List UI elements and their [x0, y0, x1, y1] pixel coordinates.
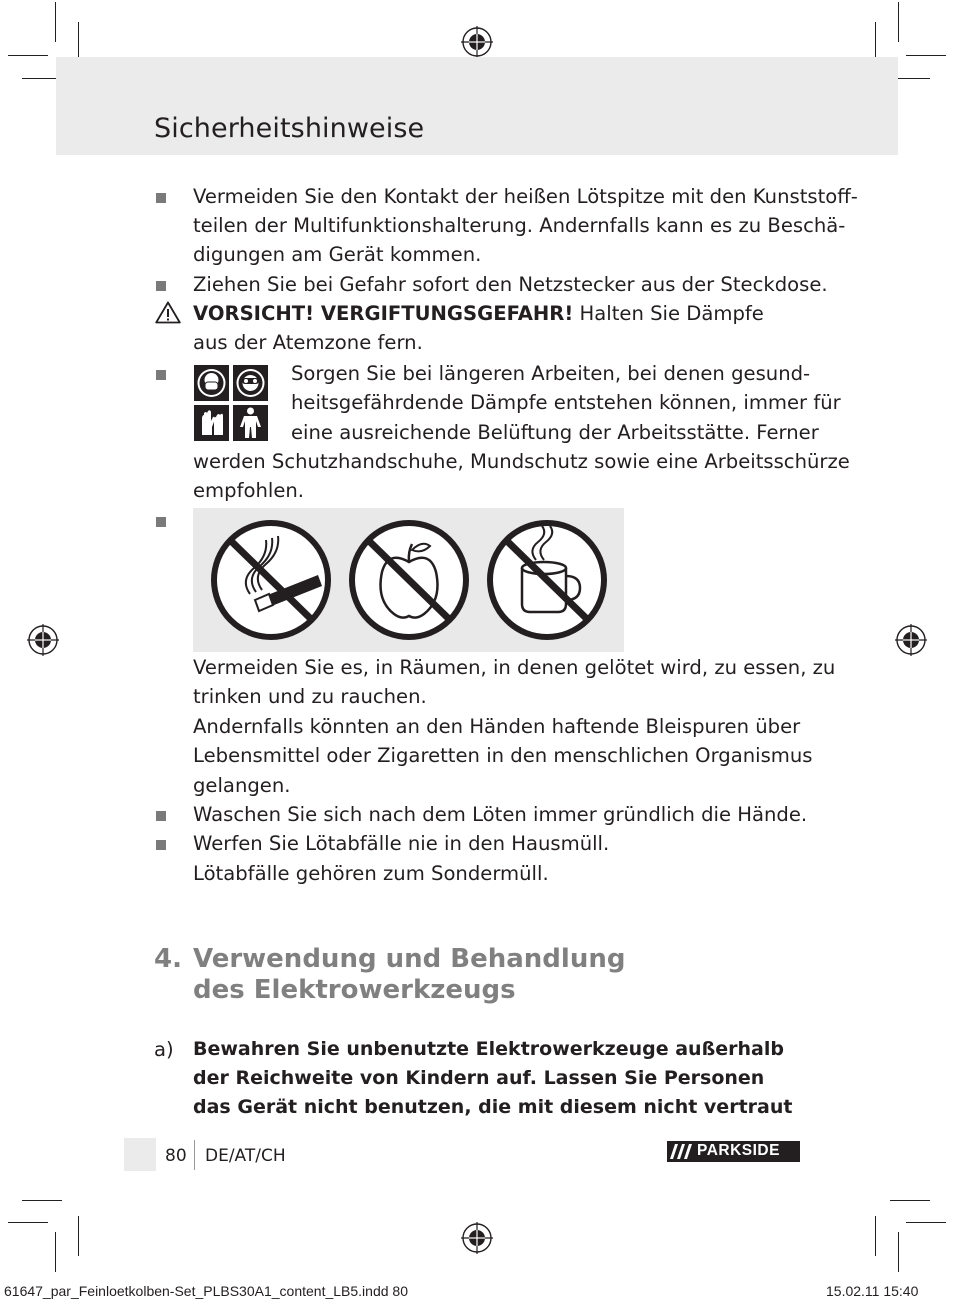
- bullet-square: [156, 517, 166, 527]
- crop-mark: [8, 1222, 48, 1223]
- section-title: Verwendung und Behandlung: [193, 944, 626, 974]
- page-title: Sicherheitshinweise: [154, 113, 425, 144]
- registration-mark-icon: [27, 624, 59, 656]
- safety-item-3-line: heitsgefährdende Dämpfe entstehen können, immer für: [291, 391, 841, 414]
- subsection-a-line: das Gerät nicht benutzen, die mit diesem nicht vertraut: [193, 1096, 793, 1118]
- parkside-logo: [667, 1141, 800, 1162]
- crop-mark: [898, 1232, 899, 1272]
- safety-item-3-line: eine ausreichende Belüftung der Arbeitsstätte. Ferner: [291, 421, 819, 444]
- subsection-a-line: Bewahren Sie unbenutzte Elektrowerkzeuge außerhalb: [193, 1038, 784, 1060]
- protective-suit-icon: [233, 405, 268, 441]
- safety-goggles-icon: [233, 365, 268, 401]
- ppe-pictograms: [194, 365, 268, 441]
- crop-mark: [55, 1232, 56, 1272]
- locale-label: DE/AT/CH: [205, 1146, 286, 1166]
- warning-line: aus der Atemzone fern.: [193, 331, 423, 354]
- crop-mark: [22, 1200, 62, 1201]
- safety-item-5-line: Waschen Sie sich nach dem Löten immer gründlich die Hände.: [193, 803, 808, 826]
- crop-mark: [55, 2, 56, 42]
- subsection-marker: a): [154, 1038, 174, 1061]
- footer-divider: [194, 1140, 195, 1170]
- safety-item-6-line: Werfen Sie Lötabfälle nie in den Hausmüll.: [193, 832, 610, 855]
- warning-label: VORSICHT! VERGIFTUNGSGEFAHR!: [193, 302, 574, 325]
- crop-mark: [906, 1222, 946, 1223]
- file-slug: 61647_par_Feinloetkolben-Set_PLBS30A1_content_LB5.indd 80: [4, 1283, 408, 1299]
- safety-item-4-line: gelangen.: [193, 774, 291, 797]
- crop-mark: [906, 55, 946, 56]
- crop-mark: [898, 2, 899, 42]
- safety-item-3-line: empfohlen.: [193, 479, 305, 502]
- warning-triangle-icon: [155, 301, 181, 324]
- safety-item-4-line: trinken und zu rauchen.: [193, 685, 427, 708]
- date-slug: 15.02.11 15:40: [826, 1283, 919, 1299]
- safety-item-1-line: digungen am Gerät kommen.: [193, 243, 482, 266]
- warning-text: Halten Sie Dämpfe: [573, 302, 764, 325]
- safety-item-2-line: Ziehen Sie bei Gefahr sofort den Netzstecker aus der Steckdose.: [193, 273, 828, 296]
- bullet-square: [156, 193, 166, 203]
- prohibition-pictograms: [193, 508, 624, 652]
- brand-name: PARKSIDE: [697, 1142, 780, 1159]
- crop-mark: [78, 22, 79, 62]
- safety-item-3-line: werden Schutzhandschuhe, Mundschutz sowie eine Arbeitsschürze: [193, 450, 850, 473]
- registration-mark-icon: [461, 1222, 493, 1254]
- no-eating-icon: [348, 520, 470, 640]
- no-smoking-icon: [210, 520, 332, 640]
- no-drinking-icon: [486, 520, 608, 640]
- safety-item-4-line: Andernfalls könnten an den Händen haftende Bleispuren über: [193, 715, 801, 738]
- protective-gloves-icon: [194, 405, 229, 441]
- registration-mark-icon: [461, 26, 493, 58]
- logo-stripes-icon: [670, 1144, 694, 1159]
- registration-mark-icon: [895, 624, 927, 656]
- subsection-a-line: der Reichweite von Kindern auf. Lassen Sie Personen: [193, 1067, 765, 1089]
- safety-item-1-line: teilen der Multifunktionshalterung. Andernfalls kann es zu Beschä-: [193, 214, 846, 237]
- bullet-square: [156, 281, 166, 291]
- warning-line: [193, 299, 764, 328]
- face-mask-icon: [194, 365, 229, 401]
- safety-item-4-line: Lebensmittel oder Zigaretten in den menschlichen Organismus: [193, 744, 813, 767]
- crop-mark: [8, 55, 48, 56]
- crop-mark: [875, 22, 876, 62]
- crop-mark: [875, 1216, 876, 1256]
- bullet-square: [156, 811, 166, 821]
- page-number: 80: [165, 1146, 187, 1166]
- section-number: 4.: [154, 944, 182, 974]
- crop-mark: [890, 1200, 930, 1201]
- safety-item-4-line: Vermeiden Sie es, in Räumen, in denen gelötet wird, zu essen, zu: [193, 656, 836, 679]
- section-title: des Elektrowerkzeugs: [193, 975, 516, 1005]
- safety-item-6-line: Lötabfälle gehören zum Sondermüll.: [193, 862, 549, 885]
- bullet-square: [156, 370, 166, 380]
- safety-item-3-line: Sorgen Sie bei längeren Arbeiten, bei denen gesund-: [291, 362, 811, 385]
- bullet-square: [156, 840, 166, 850]
- crop-mark: [78, 1216, 79, 1256]
- safety-item-1-line: Vermeiden Sie den Kontakt der heißen Lötspitze mit den Kunststoff-: [193, 185, 858, 208]
- footer-tab: [124, 1138, 156, 1171]
